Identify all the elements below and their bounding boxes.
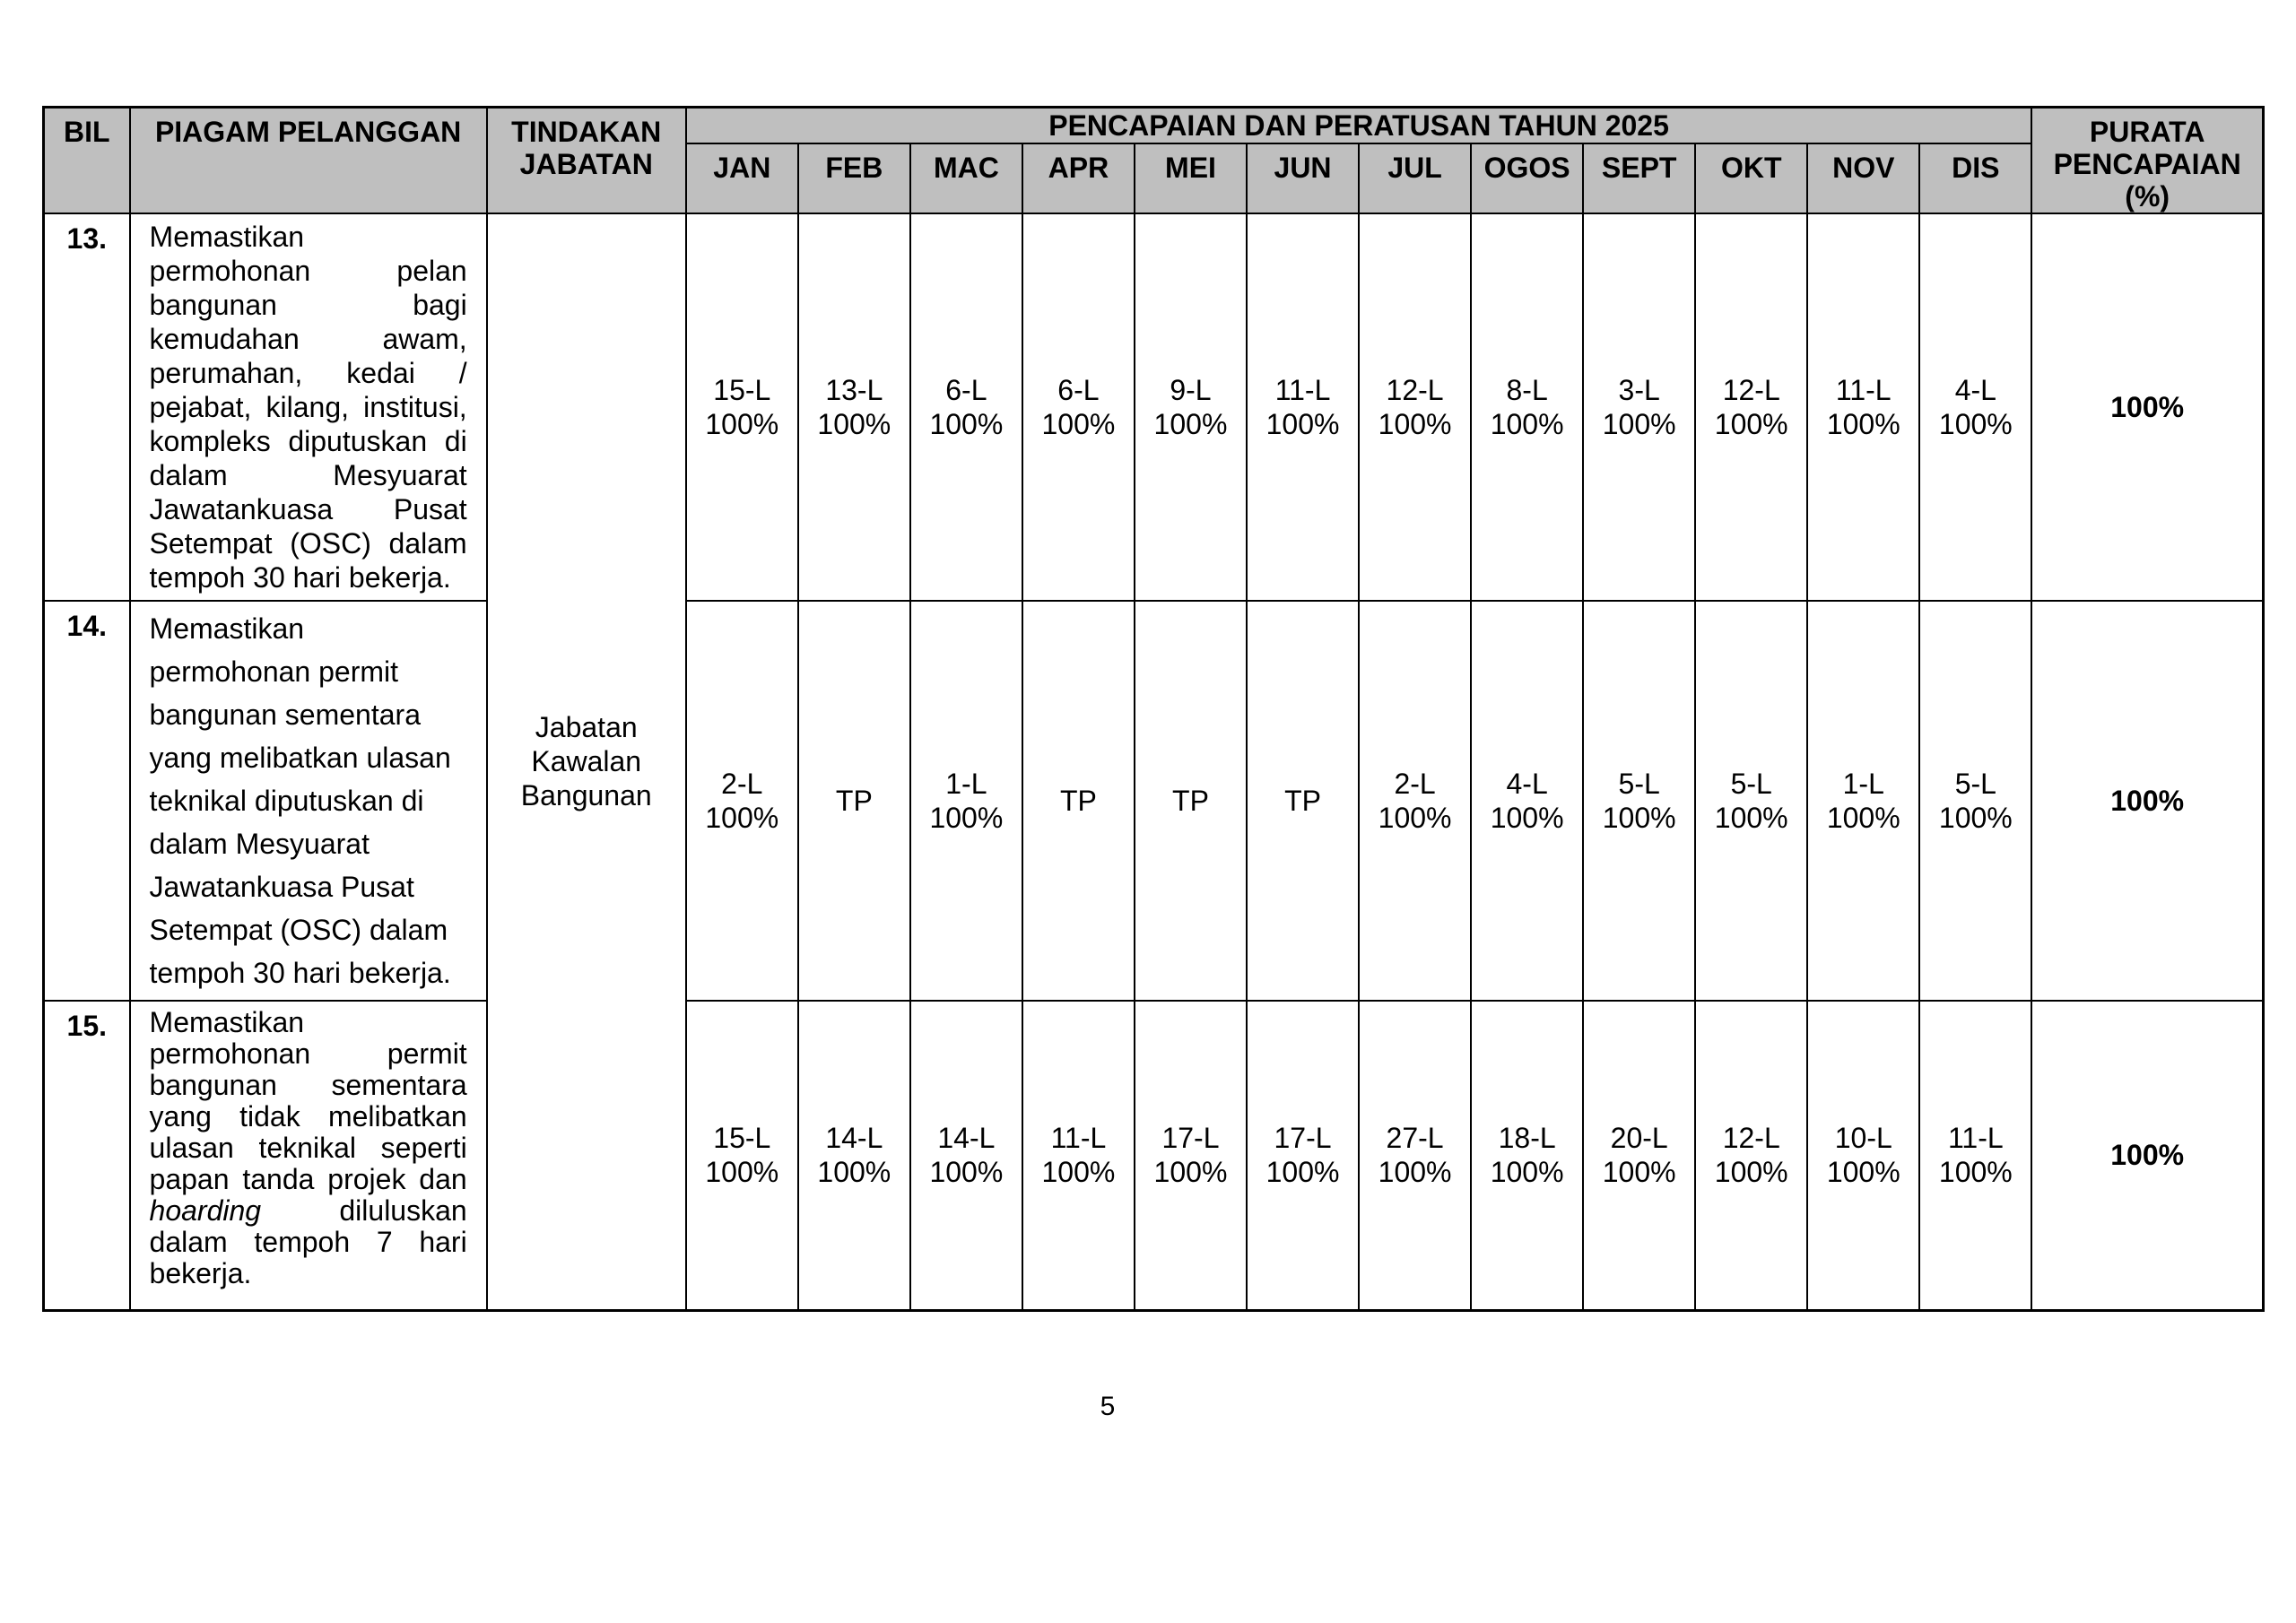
month-value-cell-ogos xyxy=(1471,213,1583,601)
piagam-text xyxy=(130,1001,487,1310)
piagam-header: PIAGAM PELANGGAN xyxy=(130,108,487,214)
month-value-cell-okt xyxy=(1695,213,1807,601)
piagam-text-content: Memastikan permohonan pelan bangunan bagi kemudahan awam, perumahan, kedai / pejabat, kilang, institusi, kompleks diputuskan di dalam Mesyuarat Jawatankuasa Pusat Setempat (OSC) dalam tempoh 30 hari bekerja. xyxy=(149,221,467,594)
month-value-cell-mac xyxy=(910,1001,1022,1310)
table-row-13 xyxy=(44,213,2264,601)
month-percent-label: 100% xyxy=(1714,408,1788,440)
month-percent-label: 100% xyxy=(705,408,779,440)
month-percent-label: 100% xyxy=(1378,802,1452,834)
month-percent-label: 100% xyxy=(1602,408,1676,440)
month-header-dis: DIS xyxy=(1919,143,2031,213)
month-percent-label: 100% xyxy=(1378,1156,1452,1189)
month-percent-label: 100% xyxy=(1826,802,1900,834)
month-percent-label: 100% xyxy=(1826,408,1900,440)
month-value-cell-mei xyxy=(1135,1001,1247,1310)
month-percent-label: 100% xyxy=(705,802,779,834)
month-count-label: 12-L xyxy=(1386,374,1444,406)
month-header-jan: JAN xyxy=(686,143,798,213)
month-percent-label: 100% xyxy=(929,408,1004,440)
month-value-cell-jan xyxy=(686,601,798,1001)
purata-value: 100% xyxy=(2031,601,2263,1001)
month-count-label: 8-L xyxy=(1506,374,1548,406)
month-value-cell-feb xyxy=(798,1001,910,1310)
month-percent-label: 100% xyxy=(1490,1156,1564,1189)
month-value-cell-feb xyxy=(798,213,910,601)
month-header-jul: JUL xyxy=(1359,143,1471,213)
month-value-cell-jan xyxy=(686,1001,798,1310)
month-percent-label: 100% xyxy=(1378,408,1452,440)
month-count-label: 6-L xyxy=(1057,374,1100,406)
tindakan-jabatan-label: Jabatan Kawalan Bangunan xyxy=(520,711,652,812)
month-percent-label: 100% xyxy=(705,1156,779,1189)
month-percent-label: 100% xyxy=(1938,1156,2013,1189)
month-value-cell-nov xyxy=(1807,1001,1919,1310)
month-header-nov: NOV xyxy=(1807,143,1919,213)
month-header-okt: OKT xyxy=(1695,143,1807,213)
month-value-cell-jul xyxy=(1359,213,1471,601)
bil-number: 13. xyxy=(44,213,130,601)
month-value-cell-nov xyxy=(1807,601,1919,1001)
tindakan-header: TINDAKAN JABATAN xyxy=(487,108,686,214)
month-percent-label: 100% xyxy=(1602,802,1676,834)
month-count-label: 4-L xyxy=(1506,768,1548,800)
month-percent-label: 100% xyxy=(1265,408,1340,440)
month-count-label: TP xyxy=(1059,785,1097,817)
month-count-label: 11-L xyxy=(1274,374,1331,406)
month-value-cell-feb xyxy=(798,601,910,1001)
month-percent-label: 100% xyxy=(1153,1156,1228,1189)
piagam-text xyxy=(130,213,487,601)
month-percent-label: 100% xyxy=(1490,408,1564,440)
month-percent-label: 100% xyxy=(1490,802,1564,834)
month-value-cell-jun xyxy=(1247,1001,1359,1310)
month-count-label: 12-L xyxy=(1722,374,1780,406)
month-percent-label: 100% xyxy=(817,1156,891,1189)
month-value-cell-jun xyxy=(1247,213,1359,601)
month-count-label: 11-L xyxy=(1835,374,1892,406)
month-header-jun: JUN xyxy=(1247,143,1359,213)
month-value-cell-sept xyxy=(1583,1001,1695,1310)
page-number: 5 xyxy=(1100,1392,1116,1421)
month-count-label: 18-L xyxy=(1498,1122,1556,1155)
month-count-label: 12-L xyxy=(1722,1122,1780,1155)
month-percent-label: 100% xyxy=(817,408,891,440)
month-count-label: 2-L xyxy=(721,768,763,800)
month-value-cell-jun xyxy=(1247,601,1359,1001)
month-header-mac: MAC xyxy=(910,143,1022,213)
header-row-top xyxy=(44,108,2264,144)
month-header-apr: APR xyxy=(1022,143,1135,213)
month-count-label: 1-L xyxy=(945,768,987,800)
month-count-label: 3-L xyxy=(1618,374,1660,406)
month-value-cell-mac xyxy=(910,213,1022,601)
month-percent-label: 100% xyxy=(1714,1156,1788,1189)
month-count-label: 5-L xyxy=(1954,768,1996,800)
tindakan-jabatan-cell xyxy=(487,213,686,1310)
piagam-text-content: diluluskan dalam tempoh 7 hari bekerja. xyxy=(149,1194,467,1289)
month-value-cell-mei xyxy=(1135,213,1247,601)
month-value-cell-jul xyxy=(1359,1001,1471,1310)
month-header-mei: MEI xyxy=(1135,143,1247,213)
month-percent-label: 100% xyxy=(1153,408,1228,440)
month-value-cell-jan xyxy=(686,213,798,601)
month-value-cell-sept xyxy=(1583,601,1695,1001)
month-percent-label: 100% xyxy=(1938,408,2013,440)
month-value-cell-apr xyxy=(1022,1001,1135,1310)
month-value-cell-mac xyxy=(910,601,1022,1001)
month-count-label: 5-L xyxy=(1618,768,1660,800)
piagam-text-italic: hoarding xyxy=(149,1194,262,1227)
purata-value: 100% xyxy=(2031,213,2263,601)
month-count-label: 11-L xyxy=(1050,1122,1107,1155)
table-row-14 xyxy=(44,601,2264,1001)
month-header-feb: FEB xyxy=(798,143,910,213)
month-count-label: 27-L xyxy=(1386,1122,1444,1155)
month-value-cell-jul xyxy=(1359,601,1471,1001)
month-value-cell-nov xyxy=(1807,213,1919,601)
bil-number: 15. xyxy=(44,1001,130,1310)
month-percent-label: 100% xyxy=(1826,1156,1900,1189)
month-value-cell-okt xyxy=(1695,1001,1807,1310)
pencapaian-header: PENCAPAIAN DAN PERATUSAN TAHUN 2025 xyxy=(686,108,2032,144)
month-count-label: TP xyxy=(1172,785,1209,817)
month-header-sept: SEPT xyxy=(1583,143,1695,213)
piagam-text xyxy=(130,601,487,1001)
month-count-label: TP xyxy=(835,785,873,817)
month-percent-label: 100% xyxy=(1265,1156,1340,1189)
month-count-label: 20-L xyxy=(1610,1122,1668,1155)
month-percent-label: 100% xyxy=(1938,802,2013,834)
month-percent-label: 100% xyxy=(1041,1156,1116,1189)
month-percent-label: 100% xyxy=(1602,1156,1676,1189)
purata-header: PURATA PENCAPAIAN (%) xyxy=(2031,108,2263,214)
month-header-ogos: OGOS xyxy=(1471,143,1583,213)
month-count-label: 11-L xyxy=(1947,1122,2004,1155)
month-count-label: 14-L xyxy=(937,1122,996,1155)
month-count-label: 5-L xyxy=(1730,768,1772,800)
month-percent-label: 100% xyxy=(1041,408,1116,440)
month-count-label: 15-L xyxy=(713,1122,771,1155)
bil-header: BIL xyxy=(44,108,130,214)
piagam-pelanggan-table xyxy=(42,106,2265,1312)
piagam-text-content: Memastikan permohonan permit bangunan sementara yang tidak melibatkan ulasan teknikal seperti papan tanda projek dan xyxy=(149,1006,467,1195)
month-percent-label: 100% xyxy=(1714,802,1788,834)
month-count-label: 4-L xyxy=(1954,374,1996,406)
month-percent-label: 100% xyxy=(929,802,1004,834)
month-count-label: 10-L xyxy=(1834,1122,1892,1155)
piagam-text-content: Memastikan permohonan permit bangunan sementara yang melibatkan ulasan teknikal diputuskan di dalam Mesyuarat Jawatankuasa Pusat Setempat (OSC) dalam tempoh 30 hari bekerja. xyxy=(149,612,451,989)
month-value-cell-dis xyxy=(1919,601,2031,1001)
table-row-15 xyxy=(44,1001,2264,1310)
month-count-label: 6-L xyxy=(945,374,987,406)
month-count-label: 1-L xyxy=(1842,768,1884,800)
month-value-cell-dis xyxy=(1919,213,2031,601)
month-count-label: 15-L xyxy=(713,374,771,406)
month-count-label: 14-L xyxy=(825,1122,883,1155)
month-count-label: 17-L xyxy=(1161,1122,1220,1155)
month-percent-label: 100% xyxy=(929,1156,1004,1189)
month-value-cell-dis xyxy=(1919,1001,2031,1310)
month-value-cell-apr xyxy=(1022,601,1135,1001)
month-value-cell-ogos xyxy=(1471,601,1583,1001)
purata-value: 100% xyxy=(2031,1001,2263,1310)
month-count-label: 2-L xyxy=(1394,768,1436,800)
bil-number: 14. xyxy=(44,601,130,1001)
month-count-label: 9-L xyxy=(1170,374,1212,406)
month-value-cell-ogos xyxy=(1471,1001,1583,1310)
month-count-label: TP xyxy=(1284,785,1321,817)
month-value-cell-apr xyxy=(1022,213,1135,601)
month-count-label: 17-L xyxy=(1274,1122,1332,1155)
month-value-cell-mei xyxy=(1135,601,1247,1001)
month-count-label: 13-L xyxy=(825,374,883,406)
month-value-cell-sept xyxy=(1583,213,1695,601)
month-value-cell-okt xyxy=(1695,601,1807,1001)
